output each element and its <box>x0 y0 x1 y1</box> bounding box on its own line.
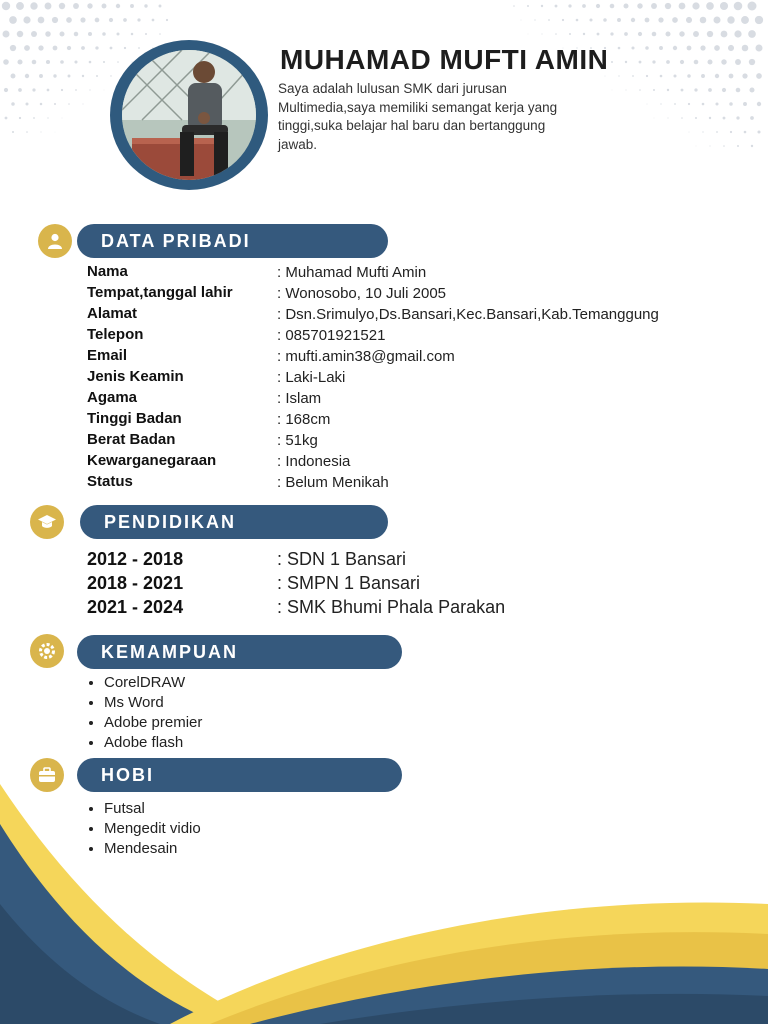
skill-item: • CorelDRAW <box>104 673 386 693</box>
personal-label: Tempat,tanggal lahir <box>87 284 233 301</box>
personal-label: Nama <box>87 263 128 280</box>
personal-label: Email <box>87 347 128 364</box>
education-school: : SDN 1 Bansari <box>277 549 407 569</box>
skills-list <box>86 673 386 753</box>
personal-label: Jenis Keamin <box>87 368 184 385</box>
hobby-item: • Mengedit vidio <box>104 819 386 839</box>
personal-value: : Islam <box>277 390 322 407</box>
education-list <box>0 547 768 623</box>
education-school: : SMPN 1 Bansari <box>277 573 421 593</box>
personal-value: : Dsn.Srimulyo,Ds.Bansari,Kec.Bansari,Kab.Temanggung <box>277 306 659 323</box>
personal-value: : 085701921521 <box>277 327 386 344</box>
skill-item: • Adobe flash <box>104 733 386 753</box>
personal-value: : Indonesia <box>277 453 351 470</box>
user-icon <box>38 224 72 258</box>
section-header-pendidikan: PENDIDIKAN <box>80 505 388 539</box>
personal-data-list <box>0 261 768 501</box>
gear-icon <box>30 634 64 668</box>
personal-value: : 51kg <box>277 432 318 449</box>
section-header-hobi: HOBI <box>77 758 402 792</box>
hobby-item: • Mendesain <box>104 839 386 859</box>
section-header-kemampuan: KEMAMPUAN <box>77 635 402 669</box>
personal-value: : Muhamad Mufti Amin <box>277 264 427 281</box>
personal-value: : Laki-Laki <box>277 369 346 386</box>
personal-value: : mufti.amin38@gmail.com <box>277 348 455 365</box>
personal-label: Status <box>87 473 133 490</box>
intro-text: Saya adalah lulusan SMK dari jurusan Multimedia,saya memiliki semangat kerja yang tinggi,suka belajar hal baru dan bertanggung jawab. <box>278 81 558 152</box>
personal-value: : Belum Menikah <box>277 474 389 491</box>
graduation-cap-icon <box>30 505 64 539</box>
personal-value: : 168cm <box>277 411 331 428</box>
section-header-data-pribadi: DATA PRIBADI <box>77 224 388 258</box>
profile-photo <box>122 50 256 180</box>
hobby-item: • Futsal <box>104 799 386 819</box>
education-years: 2012 - 2018 <box>87 549 184 569</box>
skill-item: • Ms Word <box>104 693 386 713</box>
personal-label: Alamat <box>87 305 138 322</box>
person-name: MUHAMAD MUFTI AMIN <box>280 44 609 75</box>
personal-label: Kewarganegaraan <box>87 452 217 469</box>
education-years: 2018 - 2021 <box>87 573 184 593</box>
personal-label: Berat Badan <box>87 431 176 448</box>
personal-label: Telepon <box>87 326 144 343</box>
personal-label: Tinggi Badan <box>87 410 182 427</box>
decorative-waves <box>0 784 768 1024</box>
skill-item: • Adobe premier <box>104 713 386 733</box>
education-years: 2021 - 2024 <box>87 597 184 617</box>
education-school: : SMK Bhumi Phala Parakan <box>277 597 506 617</box>
personal-value: : Wonosobo, 10 Juli 2005 <box>277 285 447 302</box>
personal-label: Agama <box>87 389 138 406</box>
